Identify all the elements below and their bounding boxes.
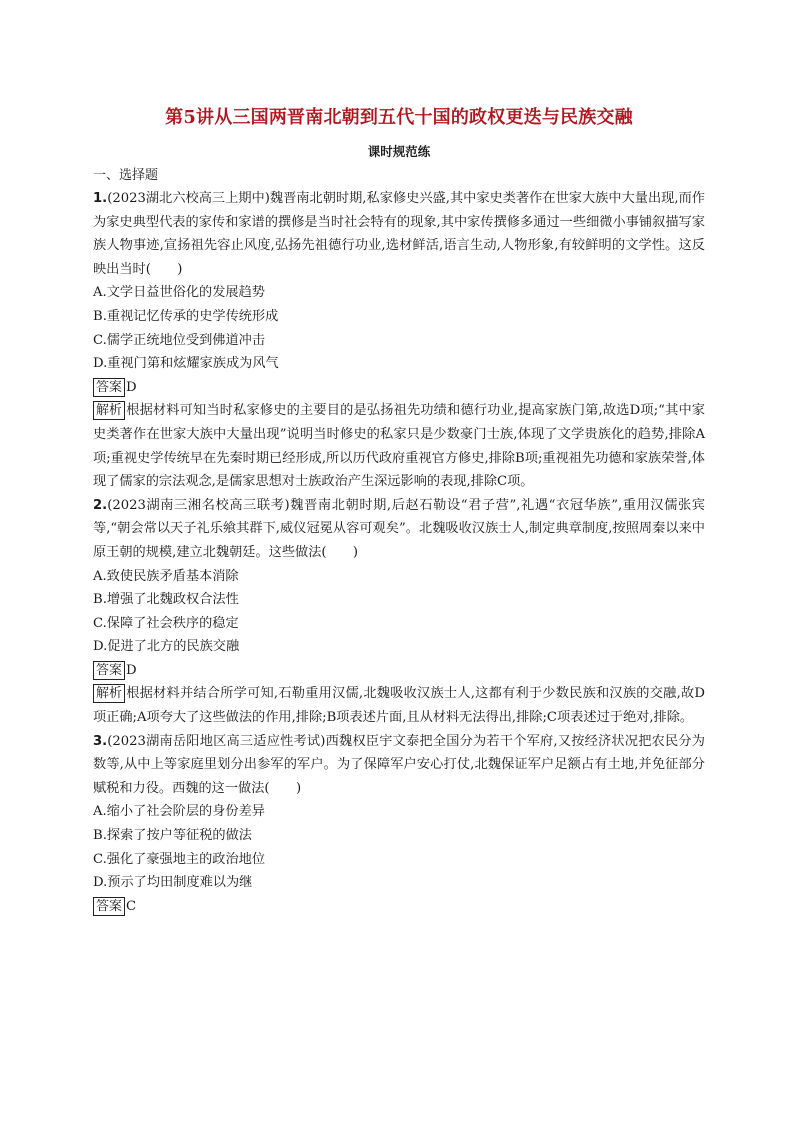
question-text: (2023湖北六校高三上期中)魏晋南北朝时期,私家修史兴盛,其中家史类著作在世家大族中大量出现,而作为家史典型代表的家传和家谱的撰修是当时社会特有的现象,其中家传撰修多通过一些细微小事铺叙描写家族人物事迹,宣扬祖先容止风度,弘扬先祖德行功业,选材鲜活,语言生动,人物形象,有较鲜明的文学性。这反映出当时( )	[93, 191, 705, 277]
option-b: B.探索了按户等征税的做法	[93, 828, 252, 844]
analysis-block	[93, 682, 705, 729]
question-stem	[93, 730, 705, 801]
analysis-block	[93, 399, 705, 493]
question-text: (2023湖南三湘名校高三联考)魏晋南北朝时期,后赵石勒设“君子营”,礼遇“衣冠华族”,重用汉儒张宾等,“朝会常以天子礼乐飨其群下,威仪冠冕从容可观矣”。北魏吸收汉族士人,制定典章制度,按照周秦以来中原王朝的规模,建立北魏朝廷。这些做法( )	[93, 497, 705, 560]
answer-value: C	[126, 898, 137, 914]
question-3	[93, 730, 705, 919]
option-d: D.预示了均田制度难以为继	[93, 875, 253, 891]
document-title: 第5讲从三国两晋南北朝到五代十国的政权更迭与民族交融	[165, 107, 633, 128]
option-c: C.保障了社会秩序的稳定	[93, 615, 239, 631]
question-number: 2.	[93, 497, 108, 513]
answer-line	[93, 376, 705, 400]
option-c: C.强化了豪强地主的政治地位	[93, 851, 266, 867]
analysis-tag: 解析	[93, 401, 125, 420]
question-text: (2023湖南岳阳地区高三适应性考试)西魏权臣宇文泰把全国分为若干个军府,又按经济状况把农民分为数等,从中上等家庭里划分出参军的军户。为了保障军户安心打仗,北魏保证军户足额占有土地,并免征部分赋税和力役。西魏的这一做法( )	[93, 733, 705, 796]
answer-value: D	[126, 662, 137, 678]
option-d: D.促进了北方的民族交融	[93, 639, 240, 655]
option-b: B.增强了北魏政权合法性	[93, 592, 239, 608]
option-c: C.儒学正统地位受到佛道冲击	[93, 332, 266, 348]
answer-tag: 答案	[93, 897, 125, 916]
answer-line	[93, 659, 705, 683]
document-subtitle: 课时规范练	[367, 144, 431, 159]
question-2	[93, 494, 705, 730]
document-page	[93, 105, 705, 918]
question-stem	[93, 187, 705, 281]
question-number: 1.	[93, 191, 108, 206]
option-d: D.重视门第和炫耀家族成为风气	[93, 356, 279, 372]
analysis-text: 根据材料可知当时私家修史的主要目的是弘扬祖先功绩和德行功业,提高家族门第,故选D项;“其中家史类著作在世家大族中大量出现”说明当时修史的私家只是少数豪门士族,体现了文学贵族化的趋势,排除A项;重视史学传统早在先秦时期已经形成,所以历代政府重视官方修史,排除B项;重视祖先功德和家族荣誉,体现了儒家的宗法观念,是儒家思想对士族政治产生深远影响的表现,排除C项。	[93, 403, 705, 490]
question-number: 3.	[93, 733, 108, 749]
option-a: A.致使民族矛盾基本消除	[93, 568, 239, 584]
analysis-tag: 解析	[93, 684, 125, 703]
answer-tag: 答案	[93, 661, 125, 680]
answer-line	[93, 895, 705, 919]
option-b: B.重视记忆传承的史学传统形成	[93, 308, 279, 324]
answer-tag: 答案	[93, 378, 125, 397]
answer-value: D	[126, 379, 137, 395]
section-heading: 一、选择题	[93, 168, 159, 183]
question-1	[93, 187, 705, 494]
option-a: A.缩小了社会阶层的身份差异	[93, 804, 265, 820]
analysis-text: 根据材料并结合所学可知,石勒重用汉儒,北魏吸收汉族士人,这都有利于少数民族和汉族的交融,故D项正确;A项夸大了这些做法的作用,排除;B项表述片面,且从材料无法得出,排除;C项表述过于绝对,排除。	[93, 686, 705, 726]
question-stem	[93, 494, 705, 565]
option-a: A.文学日益世俗化的发展趋势	[93, 285, 265, 301]
